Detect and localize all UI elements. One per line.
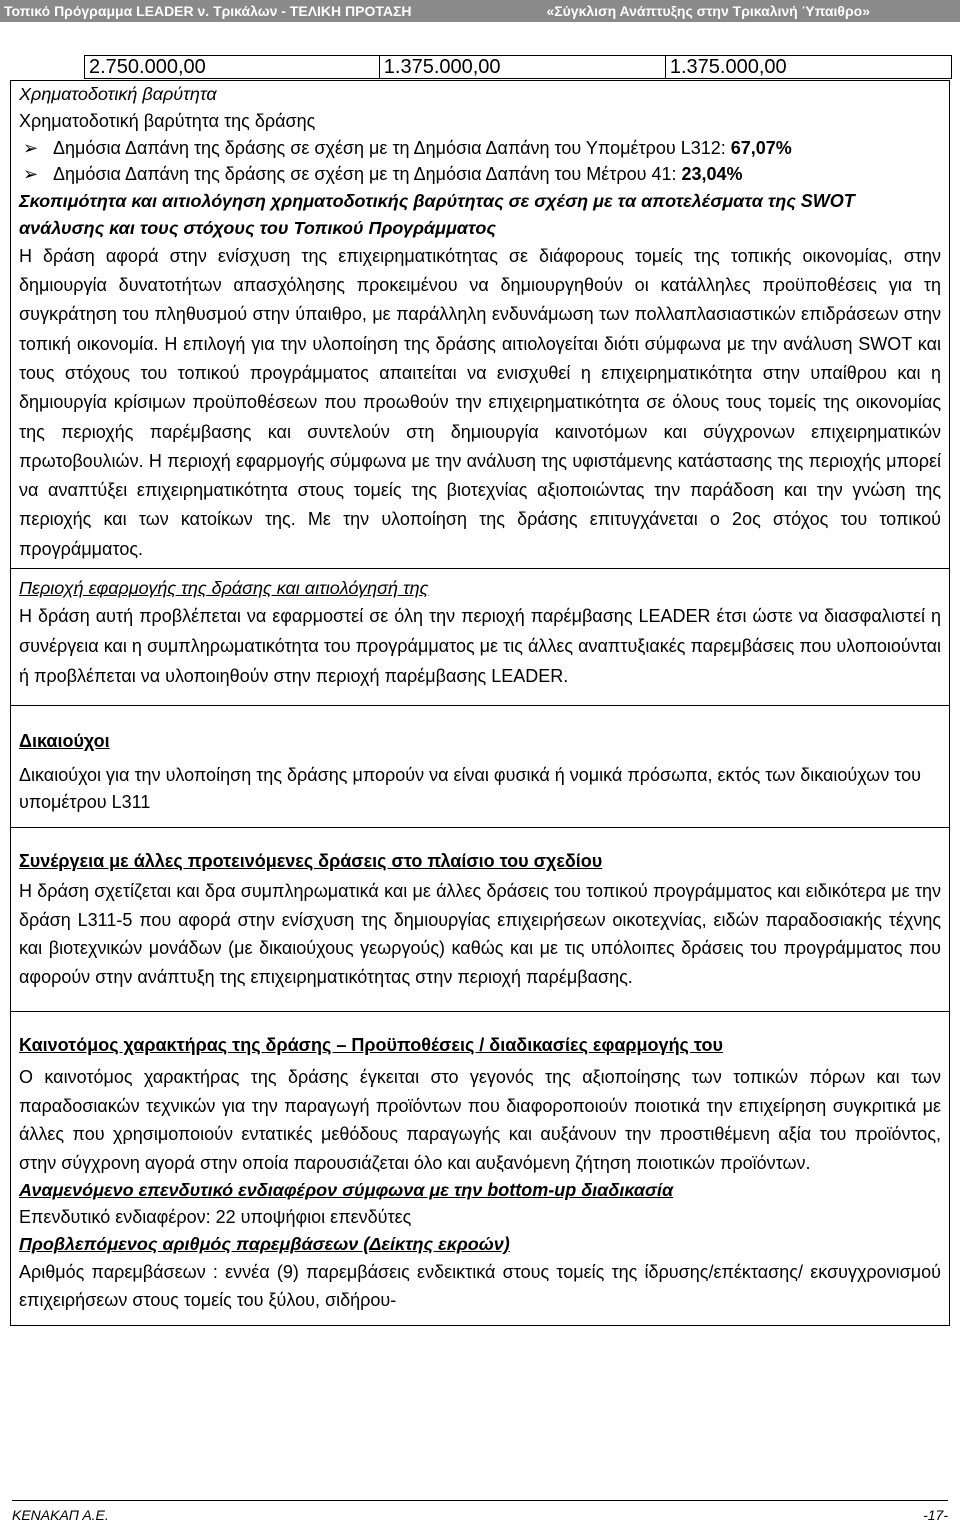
innovation-text: Ο καινοτόμος χαρακτήρας της δράσης έγκειται στο γεγονός της αξιοποίησης των τοπικών πόρων και των παραδοσιακών τεχνικών για την παραγωγή προϊόντων που διαφοροποιούν ποιοτικά την επιχείρηση συγκριτικά με άλλες που χρησιμοποιούν εντατικές μεθόδους παραγωγής και αυξάνουν την προστιθέμενη αξία του προϊόντος, στην σύγχρονη αγορά στην οποία παρουσιάζεται όλο και αυξανόμενη ζήτηση ποιοτικών προϊόντων. [19,1067,941,1173]
bullet2-text: Δημόσια Δαπάνη της δράσης σε σχέση με τη Δημόσια Δαπάνη του Μέτρου 41: [53,164,682,185]
synergy-text: Η δράση σχετίζεται και δρα συμπληρωματικά και με άλλες δράσεις του τοπικού προγράμματος και ειδικότερα με την δράση L311-5 που αφορά στην ενίσχυση της δημιουργίας επιχειρήσεων οικοτεχνίας, ειδών παραδοσιακής τέχνης και βιοτεχνικών μονάδων (με δικαιούχους γεωργούς) καθώς και με τις υπόλοιπες δράσεις του προγράμματος που αφορούν στην ανάπτυξη της επιχειρηματικότητας στην περιοχή παρέμβασης. [19,881,941,987]
financial-weight-box [10,80,950,569]
amount-private: 1.375.000,00 [665,56,951,79]
page-footer [12,1500,948,1523]
page-header [0,0,960,22]
beneficiaries-text: Δικαιούχοι για την υλοποίηση της δράσης μπορούν να είναι φυσικά ή νομικά πρόσωπα, εκτός των δικαιούχων του υπομέτρου L311 [19,764,921,812]
interventions-heading: Προβλεπόμενος αριθμός παρεμβάσεων (Δείκτης εκροών) [19,1234,510,1254]
financial-weight-subheading: Χρηματοδοτική βαρύτητα της δράσης [19,110,316,131]
bullet1-value: 67,07% [730,137,792,158]
interest-text: Επενδυτικό ενδιαφέρον: 22 υποψήφιοι επενδύτες [19,1207,412,1228]
amount-public: 1.375.000,00 [379,56,665,79]
justification-text: Η δράση αφορά στην ενίσχυση της επιχειρηματικότητας σε διάφορους τομείς της τοπικής οικονομίας, στην δημιουργία δυνατοτήτων απασχόλησης προκειμένου να δημιουργηθούν οι κατάλληλες προϋποθέσεις για τη συγκράτηση του πληθυσμού στην ύπαιθρο, με παράλληλη ενδυνάμωση των πολλαπλασιαστικών επιδράσεων στην τοπική οικονομία. Η επιλογή για την υλοποίηση της δράσης αιτιολογείται διότι σύμφωνα με την ανάλυση SWOT και τους στόχους του τοπικού προγράμματος απαιτείται να ενισχυθεί η επιχειρηματικότητα στην υπαίθρου και η δημιουργία κρίσιμων προϋποθέσεων που προωθούν την επιχειρηματικότητα σε όλους τους τομείς της οικονομίας της περιοχής παρέμβασης και συντελούν στη δημιουργία καινοτόμων και σύγχρονων επιχειρηματικών πρωτοβουλιών. Η περιοχή εφαρμογής σύμφωνα με την ανάλυση της υφιστάμενης κατάστασης της περιοχής μπορεί να αναπτύξει επιχειρηματικότητα στους τομείς της βιοτεχνίας αξιοποιώντας την παράδοση και την γνώση της περιοχής και των κατοίκων της. Με την υλοποίηση της δράσης επιτυγχάνεται ο 2ος στόχος του τοπικού προγράμματος. [19,245,941,559]
page-number: -17- [923,1507,948,1523]
document-body [10,80,950,1326]
header-right: «Σύγκλιση Ανάπτυξης στην Τρικαλινή Ύπαιθρο» [546,3,870,19]
bullet2-value: 23,04% [681,164,743,185]
justification-heading: Σκοπιμότητα και αιτιολόγηση χρηματοδοτικής βαρύτητας σε σχέση με τα αποτελέσματα της SWOT ανάλυσης και τους στόχους του Τοπικού Προγράμματος [19,191,855,238]
amount-total: 2.750.000,00 [85,56,380,79]
area-box [10,569,950,706]
list-item [19,161,941,188]
arrow-bullet-icon: ➢ [23,137,39,158]
synergy-box [10,828,950,1012]
beneficiaries-box [10,706,950,828]
financial-weight-heading: Χρηματοδοτική βαρύτητα [19,84,217,104]
list-item [19,135,941,162]
beneficiaries-heading: Δικαιούχοι [19,731,110,752]
innovation-heading: Καινοτόμος χαρακτήρας της δράσης – Προϋποθέσεις / διαδικασίες εφαρμογής του [19,1035,723,1056]
interventions-text: Αριθμός παρεμβάσεων : εννέα (9) παρεμβάσεις ενδεικτικά στους τομείς της ίδρυσης/επέκτασης/ εκσυγχρονισμού επιχειρήσεων στους τομείς του ξύλου, σιδήρου- [19,1261,941,1311]
innovation-box [10,1012,950,1326]
header-left: Τοπικό Πρόγραμμα LEADER ν. Τρικάλων - ΤΕΛΙΚΗ ΠΡΟΤΑΣΗ [4,3,412,19]
table-row [85,56,952,79]
interest-heading: Αναμενόμενο επενδυτικό ενδιαφέρον σύμφωνα με την bottom-up διαδικασία [19,1180,674,1201]
amounts-table [84,55,952,79]
area-heading: Περιοχή εφαρμογής της δράσης και αιτιολόγησή της [19,578,429,599]
footer-company: ΚΕΝΑΚΑΠ Α.Ε. [12,1507,109,1523]
area-text: Η δράση αυτή προβλέπεται να εφαρμοστεί σε όλη την περιοχή παρέμβασης LEADER έτσι ώστε να διασφαλιστεί η συνέργεια και η συμπληρωματικότητα του προγράμματος με τις άλλες αναπτυξιακές παρεμβάσεις που υλοποιούνται ή προβλέπεται να υλοποιηθούν στην περιοχή παρέμβασης LEADER. [19,606,941,687]
arrow-bullet-icon: ➢ [23,164,39,185]
synergy-heading: Συνέργεια με άλλες προτεινόμενες δράσεις στο πλαίσιο του σχεδίου [19,851,603,872]
bullet1-text: Δημόσια Δαπάνη της δράσης σε σχέση με τη Δημόσια Δαπάνη του Υπομέτρου L312: [53,137,731,158]
